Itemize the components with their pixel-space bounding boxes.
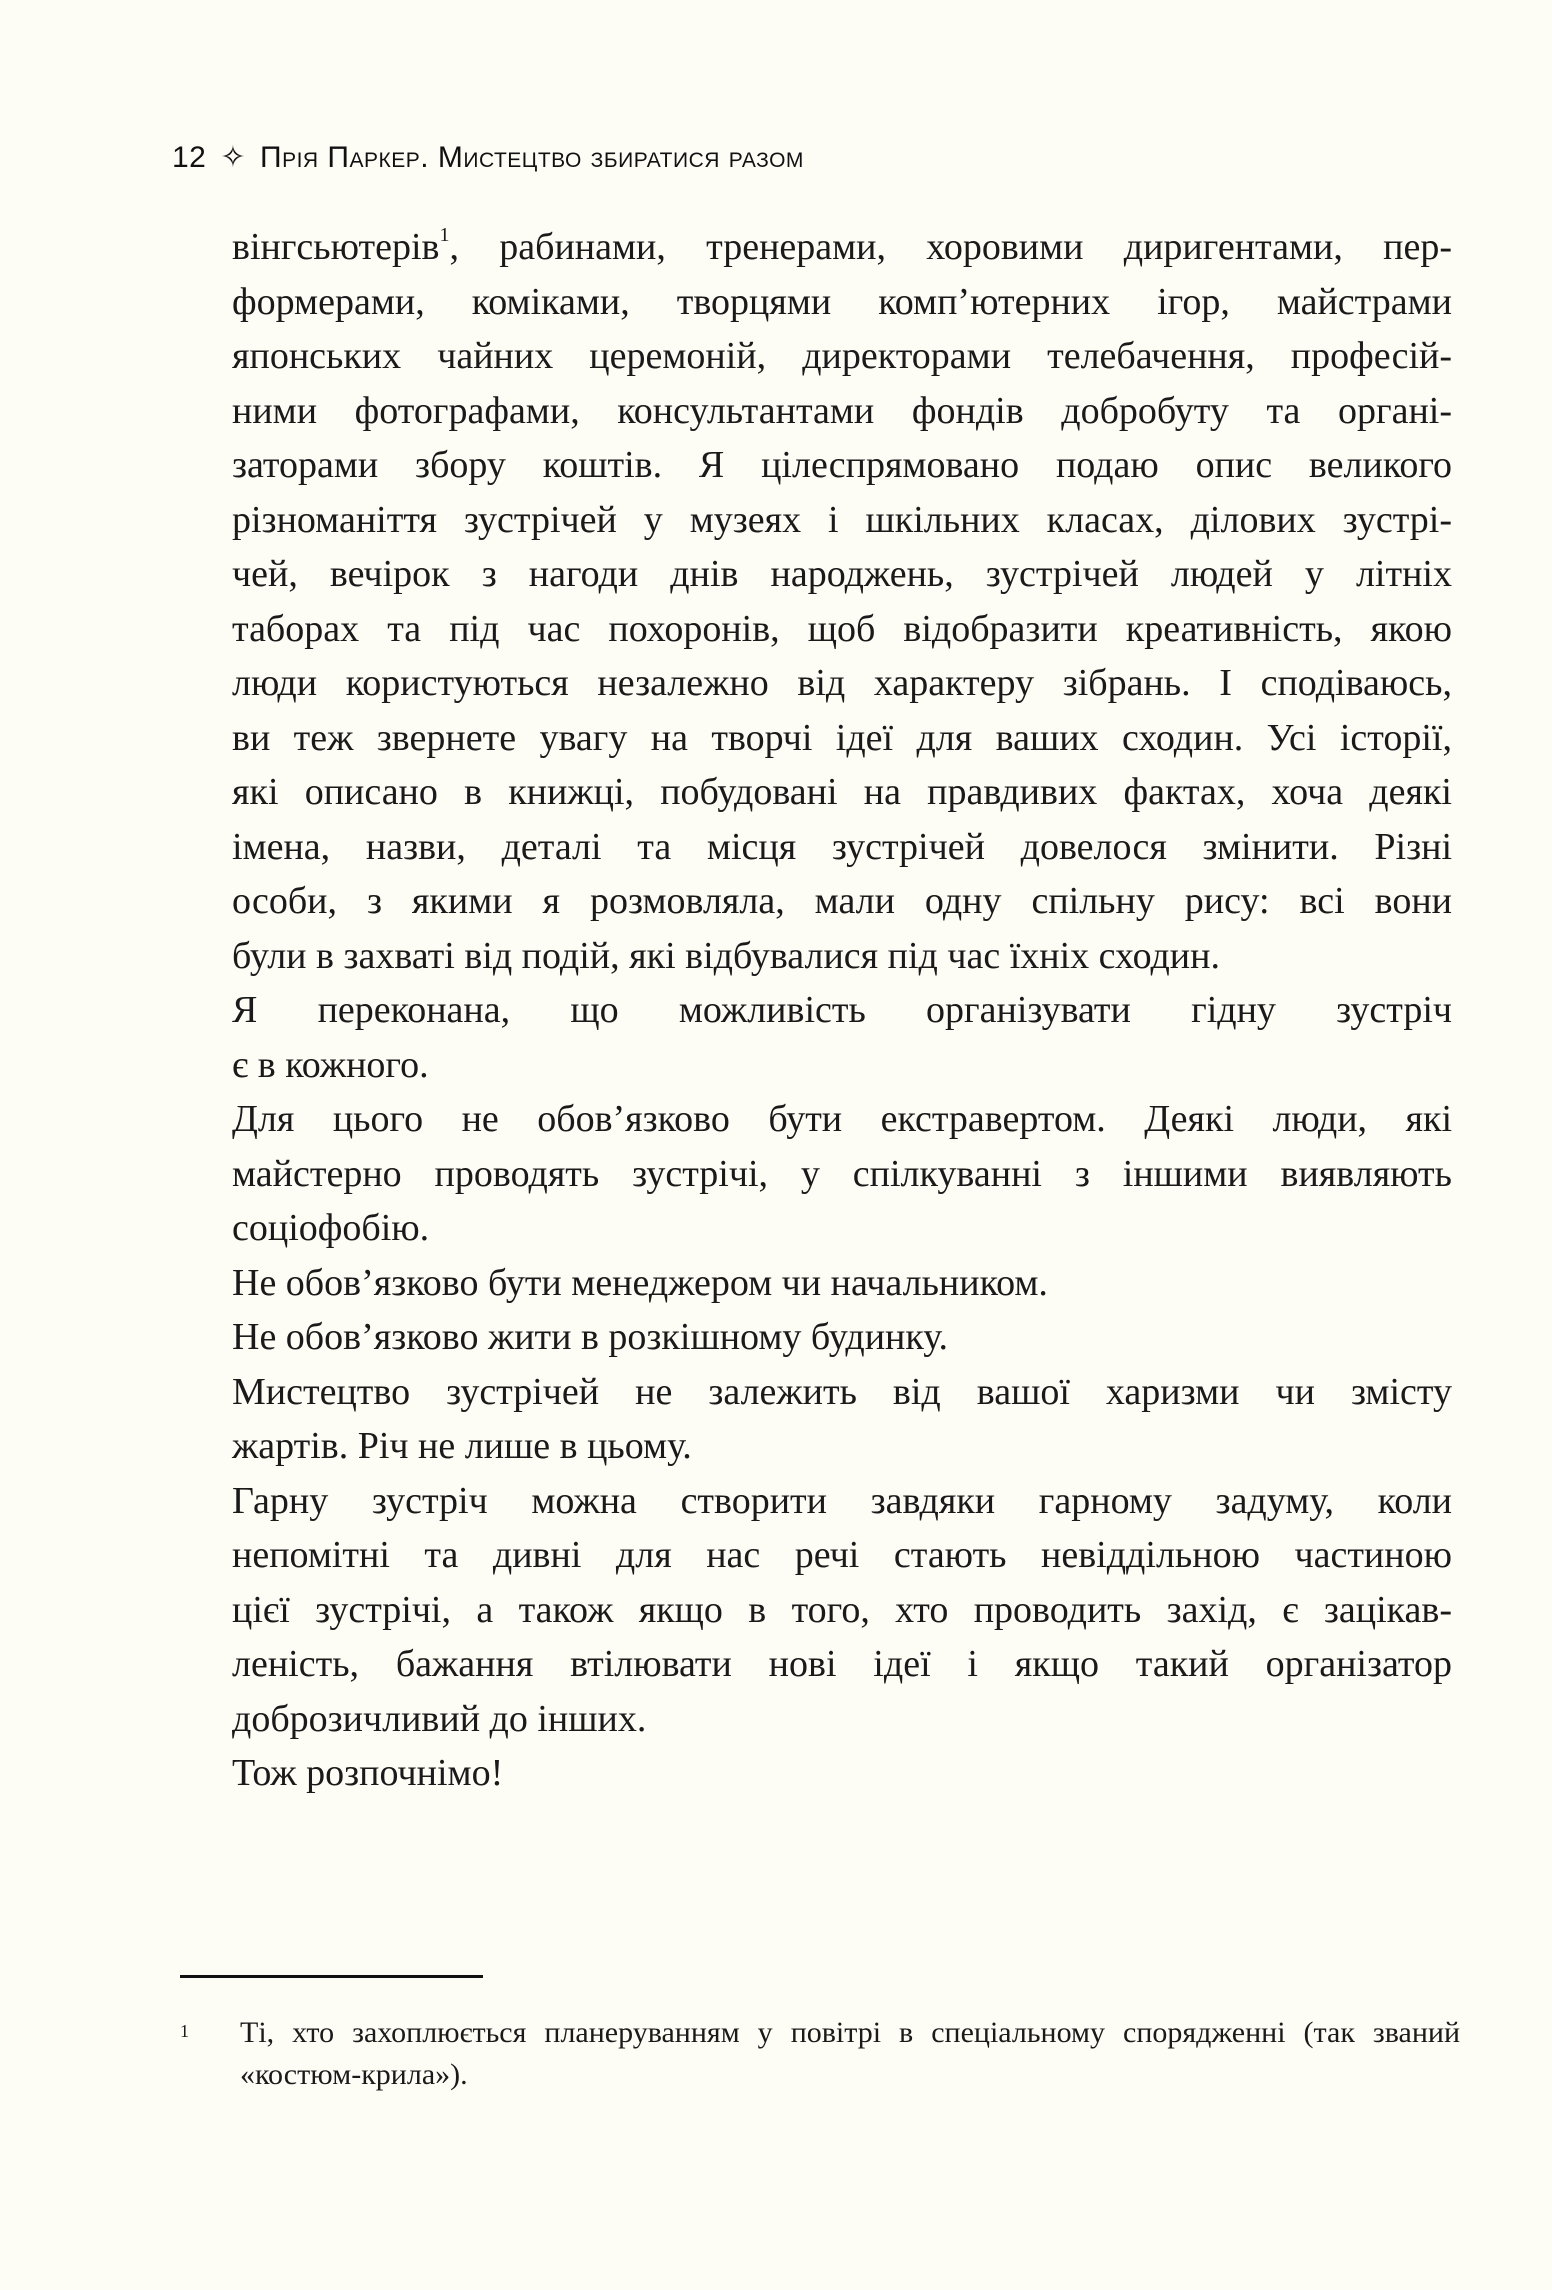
- text-line: Не обов’язково бути менеджером чи начальником.: [232, 1261, 1048, 1304]
- text-line: Не обов’язково жити в розкішному будинку.: [232, 1316, 948, 1358]
- paragraph: [232, 1310, 1452, 1365]
- running-header: [172, 140, 804, 175]
- text-line: Я переконана, що можливість організувати гідну зустріч: [232, 989, 1452, 1031]
- text-line: таборах та під час похоронів, щоб відобразити креативність, якою: [232, 607, 1452, 650]
- footnote-number: 1: [180, 2021, 189, 2041]
- text-line: майстерно проводять зустрічі, у спілкуванні з іншими виявляють: [232, 1152, 1452, 1195]
- text-line: вінгсьютерів$^1$, рабинами, тренерами, хоровими диригентами, пер-: [232, 224, 1452, 268]
- footnote-divider: [180, 1975, 483, 1978]
- footnote-line: Ті, хто захоплюється планеруванням у повітрі в спеціальному спорядженні (так званий: [240, 2016, 1460, 2049]
- text-line: різноманіття зустрічей у музеях і шкільних класах, ділових зустрі-: [232, 498, 1452, 541]
- paragraph: [232, 220, 1452, 983]
- text-line: японських чайних церемоній, директорами телебачення, професій-: [232, 335, 1452, 377]
- text-line: доброзичливий до інших.: [232, 1697, 647, 1740]
- text-line: непомітні та дивні для нас речі стають невіддільною частиною: [232, 1534, 1452, 1576]
- text-line: були в захваті від подій, які відбувалися під час їхніх сходин.: [232, 934, 1220, 977]
- text-line: жартів. Річ не лише в цьому.: [232, 1425, 692, 1467]
- footnote: [180, 2012, 1460, 2096]
- text-line: які описано в книжці, побудовані на правдивих фактах, хоча деякі: [232, 771, 1452, 813]
- text-line: Гарну зустріч можна створити завдяки гарному задуму, коли: [232, 1479, 1452, 1522]
- text-line: є в кожного.: [232, 1043, 429, 1086]
- body-text: [232, 220, 1452, 1801]
- text-line: Для цього не обов’язково бути екстравертом. Деякі люди, які: [232, 1098, 1452, 1140]
- footnote-line: «костюм-крила»).: [240, 2058, 468, 2091]
- text-line: чей, вечірок з нагоди днів народжень, зустрічей людей у літніх: [232, 553, 1452, 595]
- text-line: соціофобію.: [232, 1207, 430, 1249]
- paragraph: [232, 1746, 1452, 1801]
- paragraph: [232, 983, 1452, 1092]
- paragraph: [232, 1092, 1452, 1256]
- page-number: 12: [172, 140, 207, 174]
- footnote-ref[interactable]: 1: [439, 224, 450, 246]
- text-line: особи, з якими я розмовляла, мали одну спільну рису: всі вони: [232, 880, 1452, 922]
- text-line: ви теж звернете увагу на творчі ідеї для ваших сходин. Усі історії,: [232, 716, 1452, 759]
- text-line: леність, бажання втілювати нові ідеї і якщо такий організатор: [232, 1643, 1452, 1685]
- text-line: імена, назви, деталі та місця зустрічей довелося змінити. Різні: [232, 825, 1452, 868]
- running-title: Прія Паркер. Мистецтво збиратися разом: [260, 140, 804, 174]
- text-line: ними фотографами, консультантами фондів добробуту та органі-: [232, 389, 1452, 432]
- text-line: Тож розпочнімо!: [232, 1752, 504, 1794]
- paragraph: [232, 1256, 1452, 1311]
- separator-star-icon: ✧: [220, 141, 247, 174]
- footnote-text: [240, 2012, 1460, 2096]
- text-line: Мистецтво зустрічей не залежить від вашої харизми чи змісту: [232, 1370, 1452, 1413]
- paragraph: [232, 1474, 1452, 1747]
- text-line: люди користуються незалежно від характеру зібрань. І сподіваюсь,: [232, 662, 1452, 704]
- text-line: цієї зустрічі, а також якщо в того, хто проводить захід, є зацікав-: [232, 1588, 1452, 1631]
- paragraph: [232, 1365, 1452, 1474]
- text-line: формерами, коміками, творцями комп’ютерних ігор, майстрами: [232, 280, 1452, 323]
- text-line: заторами збору коштів. Я цілеспрямовано подаю опис великого: [232, 444, 1452, 486]
